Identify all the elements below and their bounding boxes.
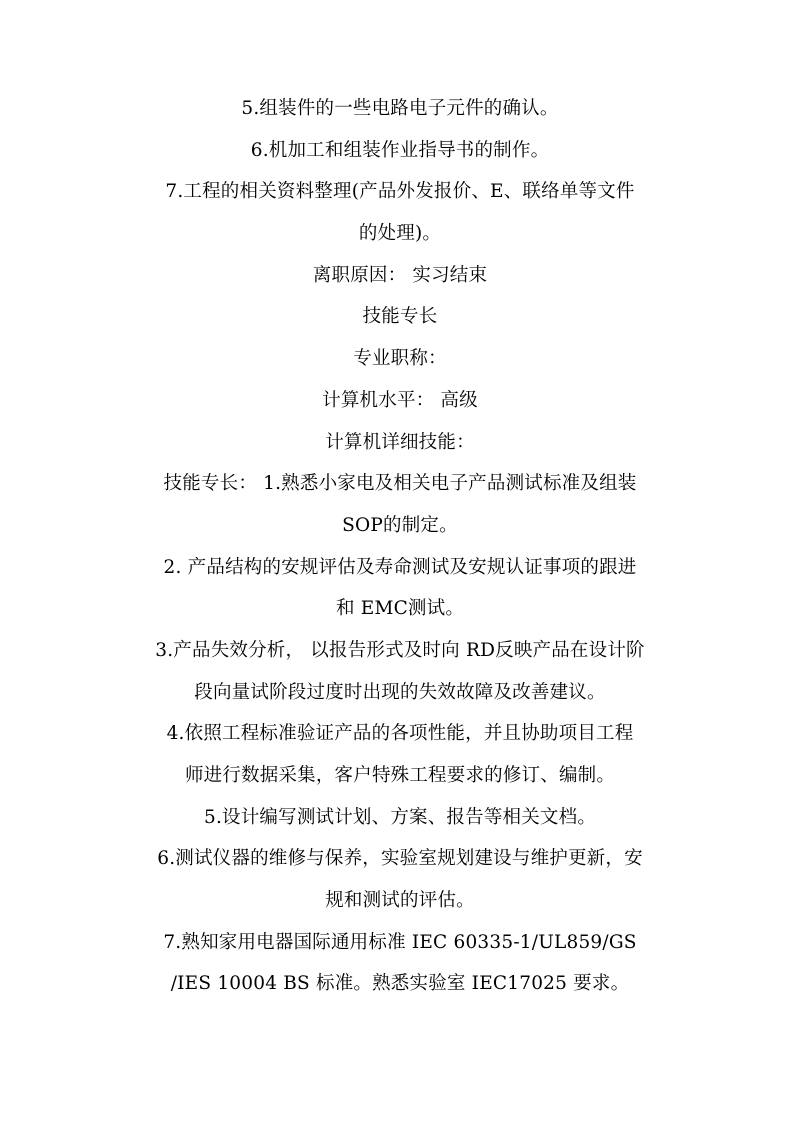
- text-line: 离职原因： 实习结束: [312, 264, 488, 286]
- text-line: SOP的制定。: [342, 514, 458, 536]
- text-line: 师进行数据采集，客户特殊工程要求的修订、编制。: [184, 765, 616, 786]
- text-line: 5.设计编写测试计划、方案、报告等相关文档。: [203, 806, 597, 828]
- text-line: 规和测试的评估。: [325, 890, 475, 912]
- text-line: 段向量试阶段过度时出现的失效故障及改善建议。: [194, 681, 606, 703]
- text-line: 3.产品失效分析， 以报告形式及时向 RD反映产品在设计阶: [155, 639, 645, 661]
- text-line: 计算机详细技能：: [325, 431, 475, 453]
- text-line: 专业职称：: [353, 348, 447, 370]
- text-line: /IES 10004 BS 标准。熟悉实验室 IEC17025 要求。: [170, 973, 630, 995]
- text-line: 技能专长: [362, 306, 438, 328]
- text-line: 计算机水平： 高级: [322, 389, 478, 411]
- text-line: 7.熟知家用电器国际通用标准 IEC 60335-1/UL859/GS: [163, 931, 637, 953]
- text-line: 7.工程的相关资料整理(产品外发报价、E、联络单等文件: [165, 181, 635, 203]
- document-body: [120, 88, 680, 1005]
- text-line: 5.组装件的一些电路电子元件的确认。: [241, 98, 559, 119]
- text-line: 6.测试仪器的维修与保养，实验室规划建设与维护更新，安: [157, 848, 643, 870]
- text-line: 和 EMC测试。: [335, 598, 465, 620]
- text-line: 6.机加工和组装作业指导书的制作。: [250, 139, 550, 161]
- text-line: 2. 产品结构的安规评估及寿命测试及安规认证事项的跟进: [163, 556, 637, 578]
- text-line: 4.依照工程标准验证产品的各项性能，并且协助项目工程: [166, 723, 634, 745]
- text-line: 技能专长： 1.熟悉小家电及相关电子产品测试标准及组装: [163, 473, 637, 495]
- text-line: 的处理)。: [358, 223, 442, 245]
